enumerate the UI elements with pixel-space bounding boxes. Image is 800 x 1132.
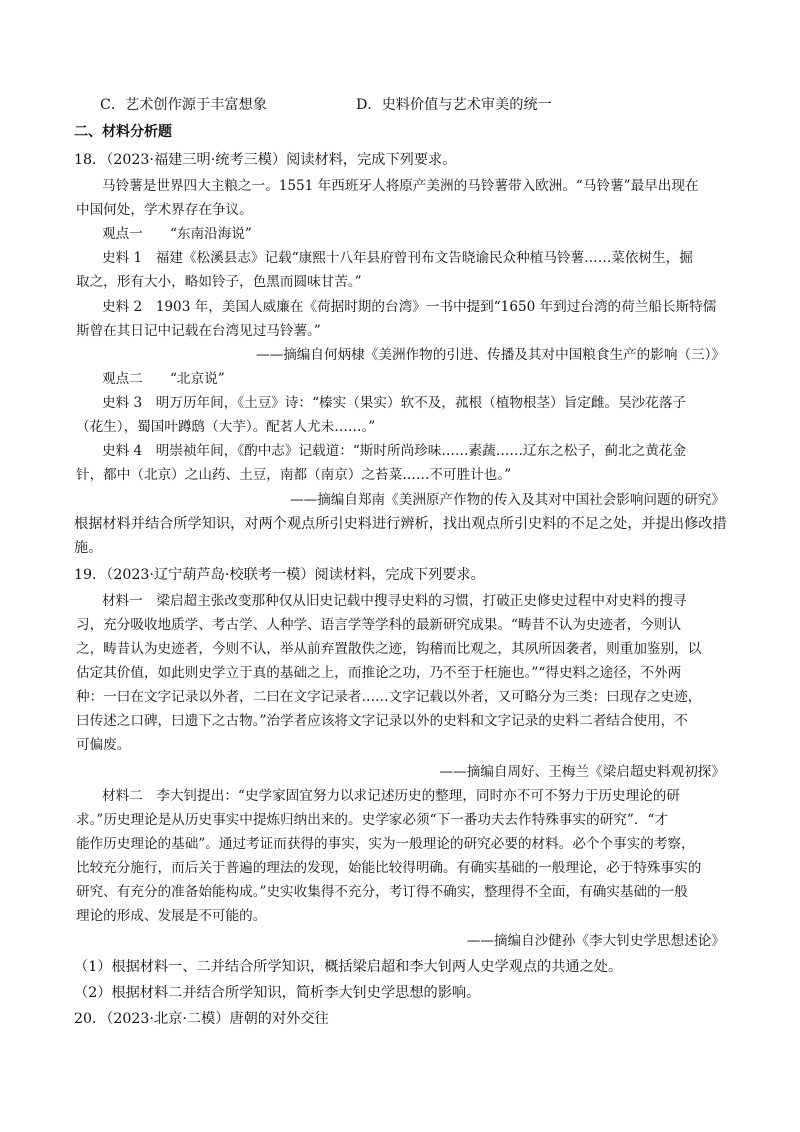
section-title: 二、材料分析题	[74, 124, 172, 140]
q19-question-2: （2）根据材料二并结合所学知识，简析李大钊史学思想的影响。	[74, 985, 481, 1001]
q18-task-line: 根据材料并结合所学知识，对两个观点所引史料进行辨析，找出观点所引史料的不足之处，并提出修改措	[74, 516, 727, 532]
q19-material2-line: 材料二 李大钊提出：“史学家固宜努力以求记述历史的整理，同时亦不可不努力于历史理论的研	[102, 788, 680, 804]
q18-intro-line: 中国何处，学术界存在争议。	[76, 202, 253, 218]
q18-citation: ——摘编自何炳棣《美洲作物的引进、传播及其对中国粮食生产的影响（三）》	[256, 347, 725, 363]
q19-citation: ——摘编自沙健孙《李大钊史学思想述论》	[466, 933, 725, 949]
q18-view1: 观点一 “东南沿海说”	[102, 226, 252, 242]
q18-source3-line: （花生），蜀国叶蹲鸱（大芋）。配茗人尤未……。”	[76, 419, 376, 435]
q19-material1-line: 可偏废。	[76, 737, 131, 753]
q20-header: 20．（2023·北京·二模）唐朝的对外交往	[74, 1011, 329, 1027]
q18-source2-line: 斯曾在其日记中记载在台湾见过马铃薯。”	[76, 323, 321, 339]
q18-view2: 观点二 “北京说”	[102, 371, 225, 387]
q18-source4-line: 史料 4 明崇祯年间，《酌中志》记载道：“斯时所尚珍味……素蔬……辽东之松子，蓟北之黄花金	[102, 443, 687, 459]
q19-material2-line: 能作历史理论的基础”。通过考证而获得的事实，实为一般理论的研究必要的材料。必个个事实的考察，	[76, 836, 695, 852]
q19-question-1: （1）根据材料一、二并结合所学知识，概括梁启超和李大钊两人史学观点的共通之处。	[74, 959, 623, 975]
q19-material2-line: 比较充分施行，而后关于普遍的理法的发现，始能比较得明确。有确实基础的一般理论，必于特殊事实的	[76, 860, 702, 876]
q18-source4-line: 针，都中（北京）之山药、土豆，南都（南京）之苔菜……不可胜计也。”	[76, 467, 512, 483]
q19-material1-line: 种：一曰在文字记录以外者，二曰在文字记录者……文字记载以外者，又可略分为三类：曰现存之史迹，	[76, 689, 702, 705]
q18-task-line: 施。	[74, 540, 103, 556]
q19-material1-line: 估定其价值，如此则史学立于真的基础之上，而推论之功，乃不至于枉施也。”“得史料之途径，不外两	[76, 665, 682, 681]
q18-citation: ——摘编自郑南《美洲原产作物的传入及其对中国社会影响问题的研究》	[290, 492, 725, 508]
q19-citation: ——摘编自周好、王梅兰《梁启超史料观初探》	[439, 764, 725, 780]
q18-header: 18．（2023·福建三明·统考三模）阅读材料，完成下列要求。	[74, 152, 457, 168]
q18-source3-line: 史料 3 明万历年间，《土豆》诗：“榛实（果实）软不及，菰根（植物根茎）旨定雌。吴沙花落子	[102, 395, 687, 411]
q19-header: 19．（2023·辽宁葫芦岛·校联考一模）阅读材料，完成下列要求。	[74, 567, 485, 583]
q19-material1-line: 习，充分吸收地质学、考古学、人种学、语言学等学科的最新研究成果。“畴昔不认为史迹者，今则认	[76, 617, 682, 633]
option-d: D．史料价值与艺术审美的统一	[356, 97, 552, 113]
q19-material2-line: 求。”历史理论是从历史事实中提炼归纳出来的。史学家必须“下一番功夫去作特殊事实的研究”．“才	[76, 812, 668, 828]
q19-material2-line: 研究、有充分的准备始能构成。”史实收集得不充分，考订得不确实，整理得不全面，有确实基础的一般	[76, 884, 688, 900]
q19-material1-line: 曰传述之口碑，曰遗下之古物。”治学者应该将文字记录以外的史料和文字记录的史料二者结合使用，不	[76, 713, 688, 729]
option-c: C．艺术创作源于丰富想象	[100, 97, 267, 113]
q18-source2-line: 史料 2 1903 年，美国人威廉在《荷据时期的台湾》一书中提到“1650 年到过台湾的荷兰船长斯特儒	[102, 299, 717, 315]
q18-intro-line: 马铃薯是世界四大主粮之一。1551 年西班牙人将原产美洲的马铃薯带入欧洲。“马铃薯”最早出现在	[102, 178, 699, 194]
q19-material2-line: 理论的形成、发展是不可能的。	[76, 908, 267, 924]
q18-source1-line: 取之，形有大小，略如铃子，色黑而圆味甘苦。”	[76, 274, 362, 290]
q19-material1-line: 之，畴昔认为史迹者，今则不认，举从前弃置散佚之迹，钩稽而比观之，其夙所因袭者，则重加鉴别，以	[76, 641, 702, 657]
q19-material1-line: 材料一 梁启超主张改变那种仅从旧史记载中搜寻史料的习惯，打破正史修史过程中对史料的搜寻	[102, 593, 687, 609]
q18-source1-line: 史料 1 福建《松溪县志》记载“康熙十八年县府曾刊布文告晓谕民众种植马铃薯……菜依树生，掘	[102, 250, 693, 266]
